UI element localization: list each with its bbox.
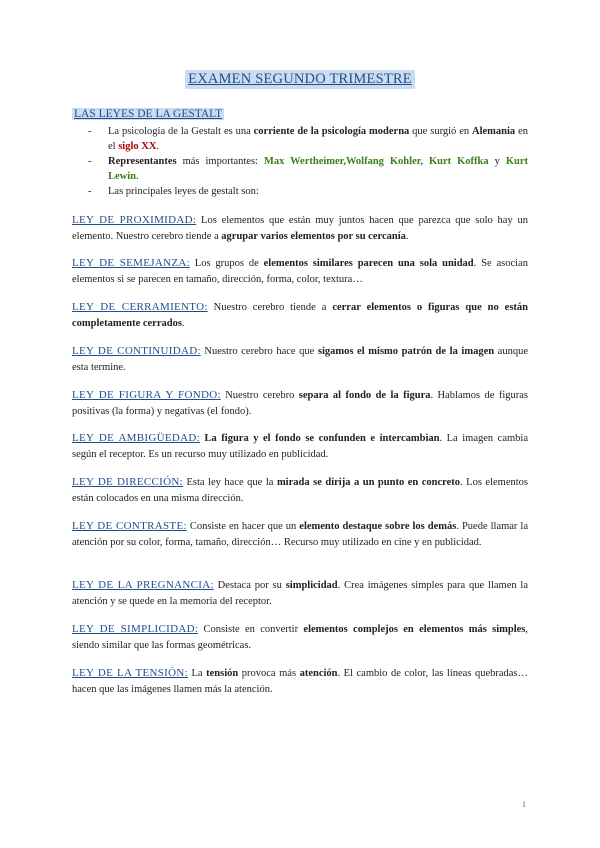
bullet-representatives: - Representantes más importantes: Max Wertheimer,Wolfang Kohler, Kurt Koffka y Kurt Lewin. (88, 156, 528, 182)
page-title: EXAMEN SEGUNDO TRIMESTRE (185, 70, 415, 89)
intro-bullet-list (72, 124, 528, 199)
bullet-principal-laws: - Las principales leyes de gestalt son: (88, 186, 259, 197)
law-semejanza: LEY DE SEMEJANZA: Los grupos de elementos similares parecen una sola unidad. Se asocian elementos si se parecen en tamaño, dirección, forma, color, textura… (72, 257, 528, 285)
law-pregnancia: LEY DE LA PREGNANCIA: Destaca por su simplicidad. Crea imágenes simples para que llamen la atención y se quede en la memoria del receptor. (72, 579, 529, 607)
law-cerramiento: LEY DE CERRAMIENTO: Nuestro cerebro tiende a cerrar elementos o figuras que no están completamente cerrados. (72, 301, 528, 329)
law-contraste: LEY DE CONTRASTE: Consiste en hacer que un elemento destaque sobre los demás. Puede llamar la atención por su color, forma, tamaño, dirección… Recurso muy utilizado en cine y en publicidad. (72, 520, 529, 548)
section-subtitle: LAS LEYES DE LA GESTALT (74, 108, 223, 120)
bullet-origin: - La psicología de la Gestalt es una corriente de la psicología moderna que surgió en Alemania en el siglo XX. (88, 126, 528, 152)
bullet-dash: - (88, 156, 92, 167)
law-continuidad: LEY DE CONTINUIDAD: Nuestro cerebro hace que sigamos el mismo patrón de la imagen aunque esta termine. (72, 345, 528, 373)
law-ambiguedad: LEY DE AMBIGÜEDAD: La figura y el fondo se confunden e intercambian. La imagen cambia según el receptor. Es un recurso muy utilizado en publicidad. (72, 432, 528, 460)
law-figura-fondo: LEY DE FIGURA Y FONDO: Nuestro cerebro separa al fondo de la figura. Hablamos de figuras positivas (la forma) y negativas (el fondo). (72, 389, 529, 417)
page-number: 1 (522, 800, 526, 809)
bullet-dash: - (88, 186, 92, 197)
law-tension: LEY DE LA TENSIÓN: La tensión provoca más atención. El cambio de color, las líneas quebradas… hacen que las imágenes llamen más la atención. (72, 667, 529, 695)
law-simplicidad: LEY DE SIMPLICIDAD: Consiste en convertir elementos complejos en elementos más simples, siendo similar que las formas geométricas. (72, 623, 528, 651)
law-proximidad: LEY DE PROXIMIDAD: Los elementos que están muy juntos hacen que parezca que solo hay un elemento. Nuestro cerebro tiende a agrupar varios elementos por su cercanía. (72, 214, 529, 242)
law-direccion: LEY DE DIRECCIÓN: Esta ley hace que la mirada se dirija a un punto en concreto. Los elementos están colocados en una misma dirección. (72, 476, 528, 504)
bullet-dash: - (88, 126, 92, 137)
